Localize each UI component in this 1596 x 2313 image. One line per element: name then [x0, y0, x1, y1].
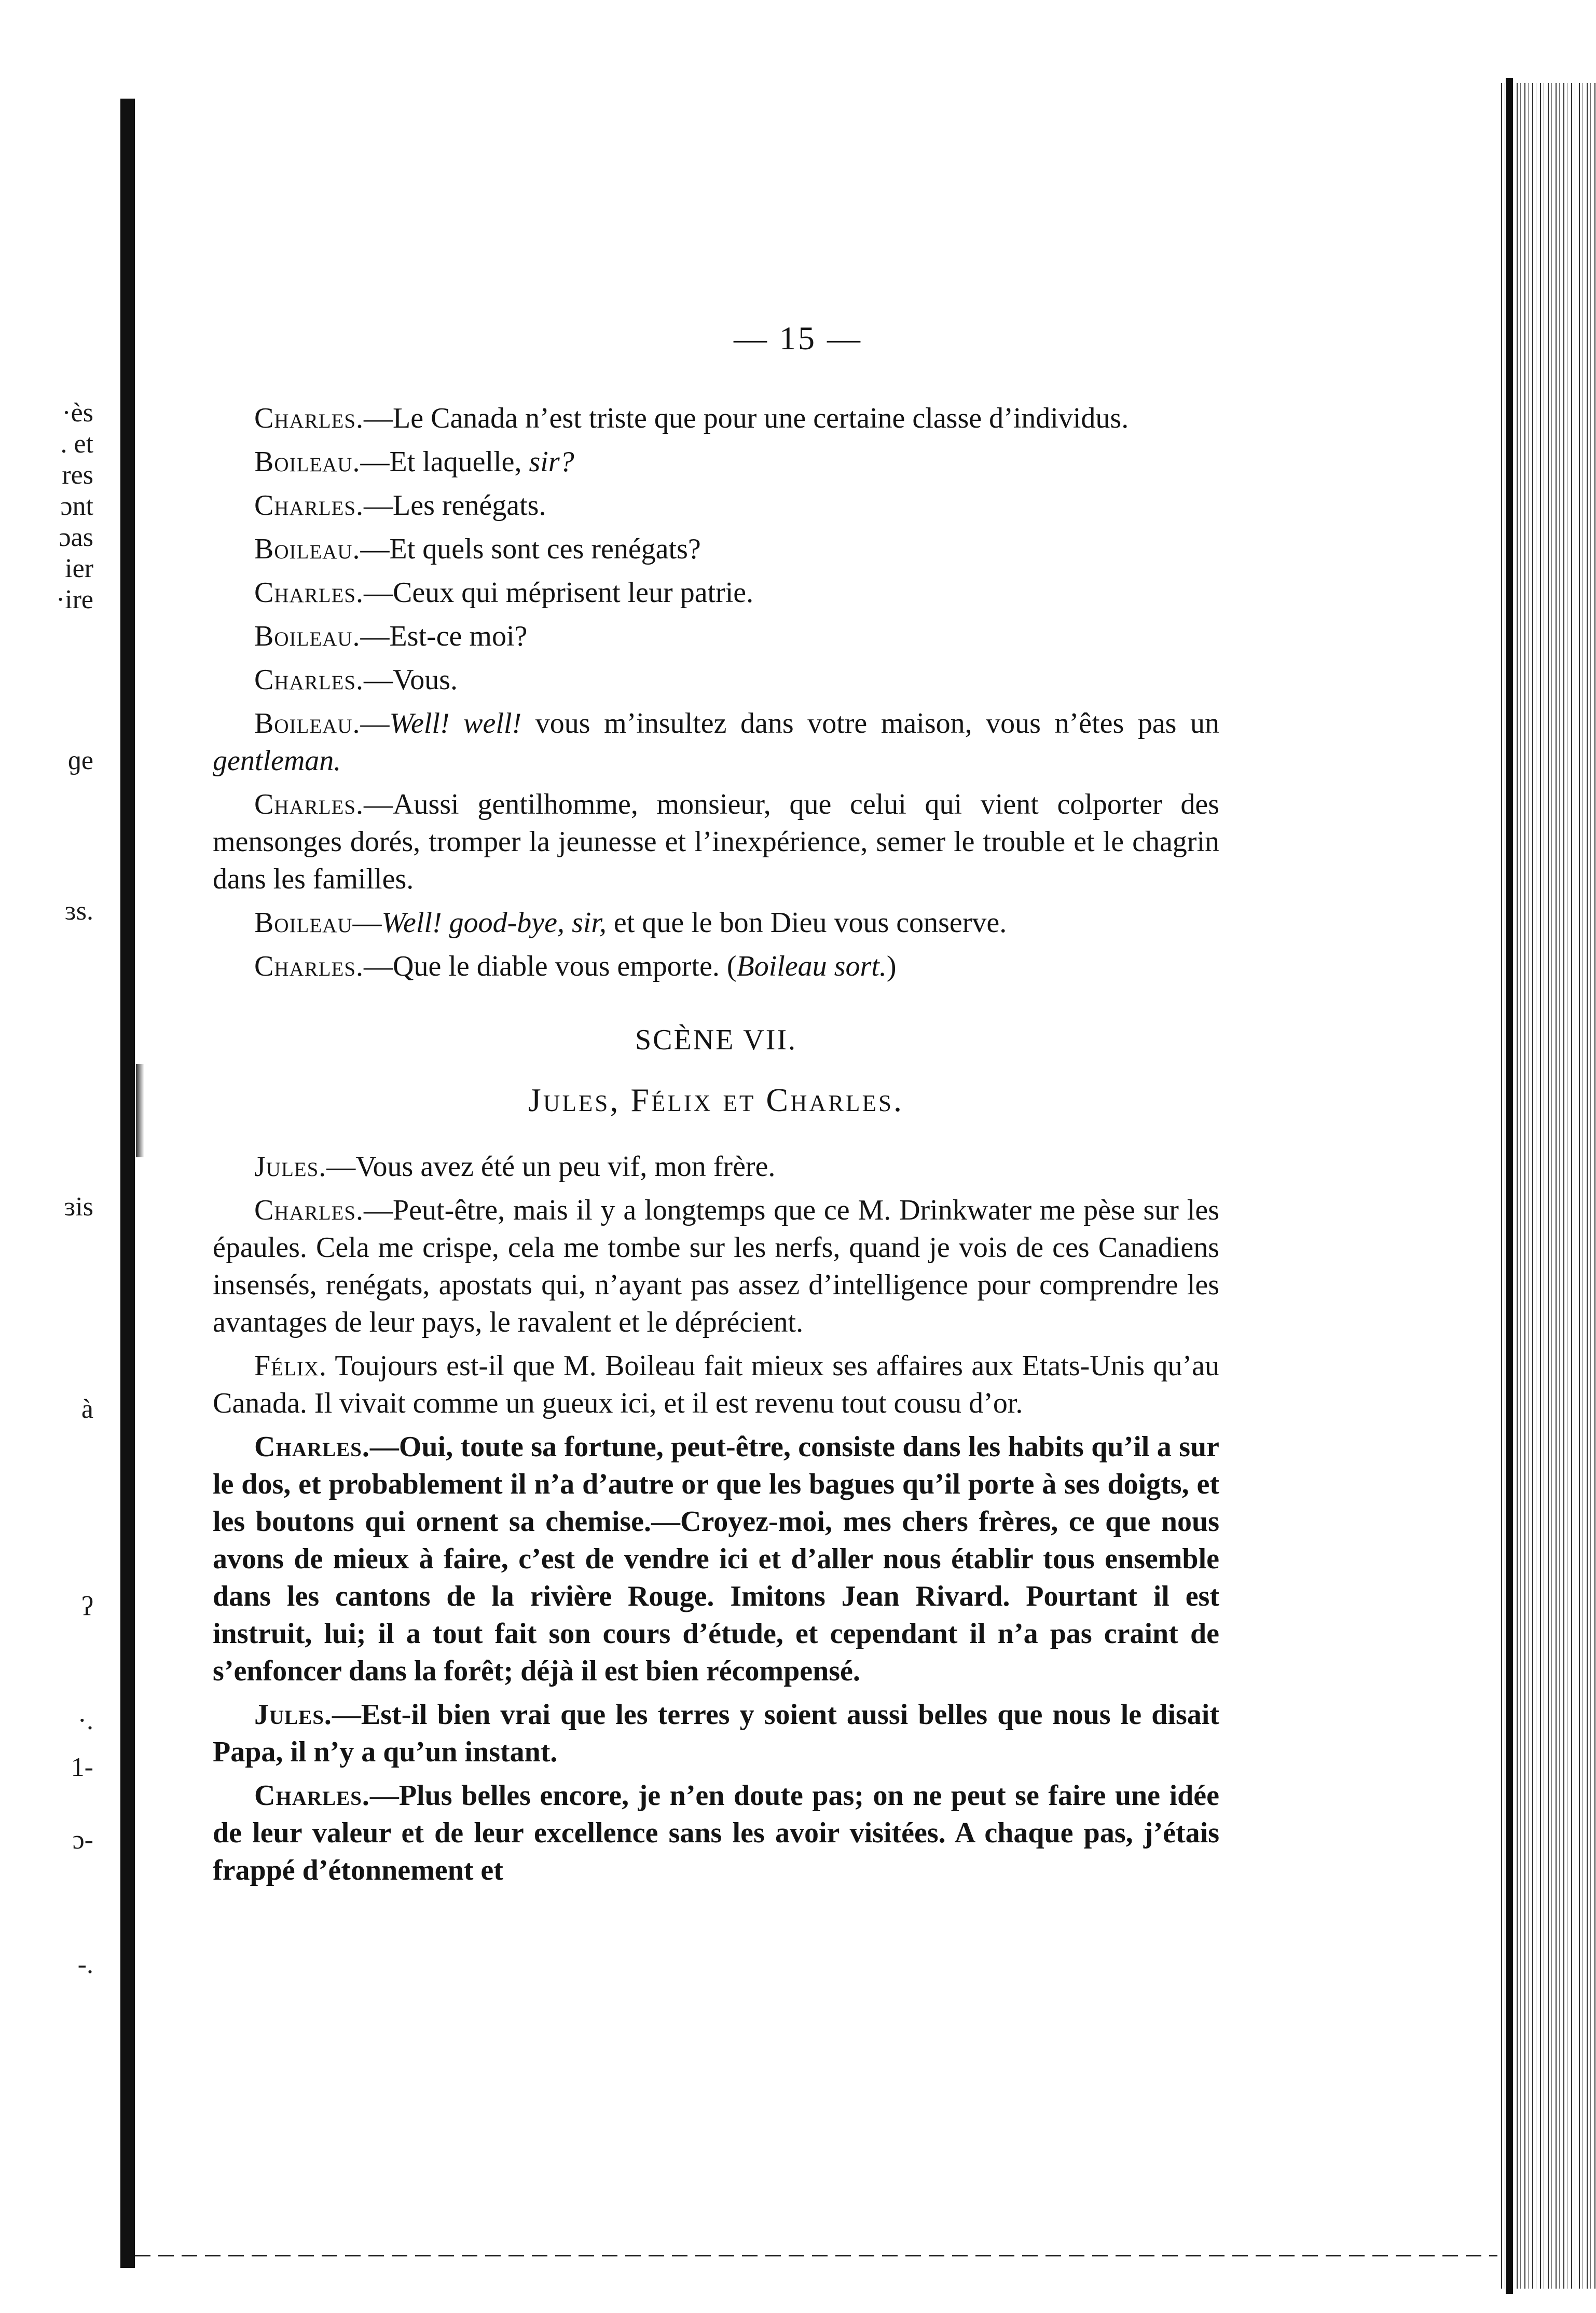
- speaker-name: Charles.: [254, 402, 364, 434]
- speech-text: —Et quels sont ces renégats?: [360, 533, 701, 565]
- italic-text: Well! good-bye, sir,: [381, 907, 607, 939]
- facing-page-fragment: -.: [77, 1950, 93, 1979]
- speaker-name: Boileau.: [254, 620, 361, 652]
- dialogue-line: [213, 574, 1219, 611]
- facing-page-fragment: . et: [60, 429, 93, 459]
- italic-text: gentleman.: [213, 745, 341, 777]
- speech-text: —Le Canada n’est triste que pour une certaine classe d’individus.: [364, 402, 1129, 434]
- speaker-name: Charles.: [254, 1780, 370, 1812]
- speech-text: —Et laquelle,: [360, 446, 529, 478]
- speaker-name: Jules.: [254, 1151, 327, 1183]
- facing-page-fragment: ·ire: [56, 585, 93, 614]
- italic-text: Boileau sort.: [736, 950, 887, 982]
- speaker-name: Charles.: [254, 577, 364, 609]
- speech-text: —Est-ce moi?: [360, 620, 528, 652]
- facing-page-fragment: res: [62, 460, 93, 490]
- facing-page-fragment: à: [81, 1394, 93, 1424]
- facing-page-fragment: ier: [65, 554, 93, 583]
- speaker-name: Boileau.: [254, 446, 361, 478]
- dialogue-line: [213, 400, 1219, 437]
- facing-page-fragment: ɜs.: [64, 896, 93, 926]
- dialogue-line: [213, 661, 1219, 699]
- speech-text: —Vous.: [364, 664, 458, 696]
- speech-text: et que le bon Dieu vous conserve.: [606, 907, 1007, 939]
- page-bottom-edge: [135, 2255, 1497, 2256]
- speech-text: —Ceux qui méprisent leur patrie.: [364, 577, 754, 609]
- dialogue-line: [213, 530, 1219, 568]
- dialogue-line: [213, 1347, 1219, 1422]
- speech-text: —Oui, toute sa fortune, peut-être, consiste dans les habits qu’il a sur le dos, et probablement il n’a d’autre or que les bagues qu’il porte à ses doigts, et les boutons qui ornent sa chemise.—Croyez-moi, mes chers frères, ce que nous avons de mieux à faire, c’est de vendre ici et d’aller nous établir tous ensemble dans les cantons de la rivière Rouge. Imitons Jean Rivard. Pourtant il est instruit, lui; il a tout fait son cours d’étude, et cependant il n’a pas craint de s’enfoncer dans la forêt; déjà il est bien récompensé.: [213, 1431, 1219, 1687]
- speech-text: ): [886, 950, 897, 982]
- scene-title: SCÈNE VII.: [635, 1024, 797, 1056]
- speech-text: —Plus belles encore, je n’en doute pas; on ne peut se faire une idée de leur valeur et de leur excellence sans les avoir visitées. A chaque pas, j’étais frappé d’étonnement et: [213, 1780, 1219, 1886]
- speech-text: Toujours est-il que M. Boileau fait mieux ses affaires aux Etats-Unis qu’au Canada. Il vivait comme un gueux ici, et il est revenu tout cousu d’or.: [213, 1350, 1219, 1419]
- dialogue-line: [213, 705, 1219, 779]
- dialogue-line: [213, 1192, 1219, 1341]
- italic-text: Well! well!: [389, 707, 522, 740]
- speech-text: —: [360, 707, 390, 740]
- dialogue-line: [213, 904, 1219, 941]
- speech-text: —Les renégats.: [364, 489, 546, 522]
- speech-text: —Aussi gentilhomme, monsieur, que celui qui vient colporter des mensonges dorés, tromper la jeunesse et l’inexpérience, semer le trouble et le chagrin dans les familles.: [213, 788, 1219, 895]
- speech-text: —: [352, 907, 382, 939]
- speaker-name: Félix.: [254, 1350, 327, 1382]
- speaker-name: Boileau.: [254, 533, 361, 565]
- facing-page-fragment: ɜis: [64, 1192, 93, 1222]
- dialogue-line: [213, 1777, 1219, 1889]
- dialogue-line: [213, 443, 1219, 481]
- facing-page-fragment: ɔ-: [72, 1825, 93, 1855]
- speech-text: —Vous avez été un peu vif, mon frère.: [326, 1151, 776, 1183]
- speech-text: —Peut-être, mais il y a longtemps que ce M. Drinkwater me pèse sur les épaules. Cela me crispe, cela me tombe sur les nerfs, quand je vois de ces Canadiens insensés, renégats, apostats qui, n’ayant pas assez d’intelligence pour comprendre les avantages de leur pays, le ravalent et le déprécient.: [213, 1194, 1219, 1338]
- speech-text: —Est-il bien vrai que les terres y soient aussi belles que nous le disait Papa, il n’y a qu’un instant.: [213, 1699, 1219, 1768]
- speaker-name: Jules.: [254, 1699, 332, 1731]
- facing-page-fragment: ɡe: [67, 746, 93, 775]
- dialogue-line: [213, 618, 1219, 655]
- speaker-name: Boileau.: [254, 707, 361, 740]
- dialogue-line: [213, 487, 1219, 524]
- speech-text: vous m’insultez dans votre maison, vous n’êtes pas un: [521, 707, 1219, 740]
- dialogue-line: [213, 1428, 1219, 1690]
- italic-text: sir?: [529, 446, 574, 478]
- facing-page-fragment: ɔas: [59, 523, 93, 552]
- binding-shadow: [136, 1064, 144, 1157]
- speaker-name: Charles.: [254, 1431, 370, 1463]
- facing-page-fragment: ʔ: [81, 1592, 93, 1621]
- page-edge-line: [1506, 78, 1513, 2294]
- speaker-name: Charles.: [254, 489, 364, 522]
- dialogue-line: [213, 1148, 1219, 1185]
- speaker-name: Charles.: [254, 1194, 364, 1226]
- speaker-name: Boileau: [254, 907, 353, 939]
- speaker-name: Charles.: [254, 788, 364, 820]
- facing-page-fragment: ·ès: [62, 398, 93, 428]
- dialogue-after-scene: [213, 1148, 1219, 1889]
- facing-page-fragment: ·.: [77, 1706, 93, 1735]
- dialogue-line: [213, 948, 1219, 985]
- dialogue-line: [213, 1696, 1219, 1771]
- speaker-name: Charles.: [254, 664, 364, 696]
- speaker-name: Charles.: [254, 950, 364, 982]
- facing-page-fragment: 1-: [71, 1753, 93, 1782]
- facing-page-fragment: ɔnt: [60, 491, 93, 521]
- book-binding-edge: [120, 99, 135, 2268]
- dialogue-line: [213, 786, 1219, 898]
- page-number: — 15 —: [734, 320, 862, 357]
- dialogue-before-scene: [213, 400, 1219, 985]
- scene-characters: Jules, Félix et Charles.: [528, 1082, 904, 1118]
- page-text: [213, 400, 1219, 1889]
- speech-text: —Que le diable vous emporte. (: [364, 950, 737, 982]
